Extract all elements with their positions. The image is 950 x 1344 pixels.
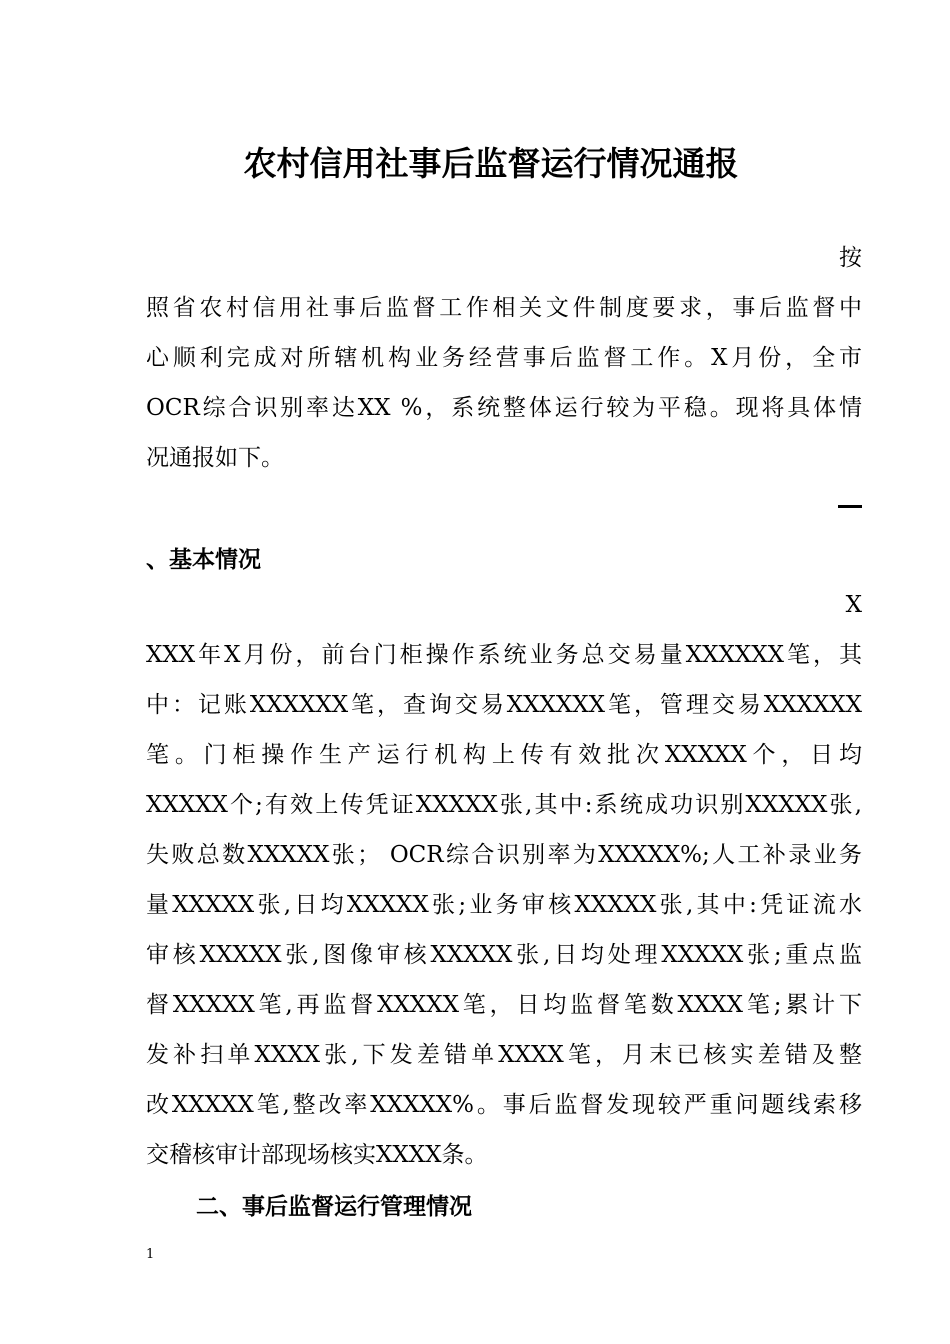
section1-line: XXXXX个;有效上传凭证XXXXX张,其中:系统成功识别XXXXX张, <box>146 792 862 818</box>
section1-line: 审核XXXXX张,图像审核XXXXX张,日均处理XXXXX张;重点监 <box>146 942 862 968</box>
intro-line: 按 <box>839 245 862 271</box>
section1-heading: 、基本情况 <box>146 547 261 573</box>
page-number: 1 <box>146 1247 155 1262</box>
section1-line: 督XXXXX笔,再监督XXXXX笔，日均监督笔数XXXX笔;累计下 <box>146 992 862 1018</box>
intro-line: 照省农村信用社事后监督工作相关文件制度要求，事后监督中 <box>146 295 862 321</box>
section1-line: 笔。门柜操作生产运行机构上传有效批次XXXXX个，日均 <box>146 742 862 768</box>
section1-line: 失败总数XXXXX张； OCR综合识别率为XXXXX%;人工补录业务 <box>146 842 862 868</box>
section1-line: 交稽核审计部现场核实XXXX条。 <box>146 1142 488 1168</box>
section1-line: 改XXXXX笔,整改率XXXXX%。事后监督发现较严重问题线索移 <box>146 1092 862 1118</box>
document-title: 农村信用社事后监督运行情况通报 <box>243 144 739 183</box>
section1-line: 量XXXXX张,日均XXXXX张;业务审核XXXXX张,其中:凭证流水 <box>146 892 862 918</box>
intro-line: 心顺利完成对所辖机构业务经营事后监督工作。X月份，全市 <box>146 345 862 371</box>
intro-line: OCR综合识别率达XX %，系统整体运行较为平稳。现将具体情 <box>146 395 862 421</box>
section1-line: X <box>845 592 862 618</box>
intro-line: 况通报如下。 <box>146 445 284 471</box>
section1-line: 中：记账XXXXXX笔，查询交易XXXXXX笔，管理交易XXXXXX <box>146 692 862 718</box>
section1-line: XXX年X月份，前台门柜操作系统业务总交易量XXXXXX笔，其 <box>146 642 862 668</box>
intro-paragraph <box>146 233 862 483</box>
section2-heading: 二、事后监督运行管理情况 <box>196 1194 472 1220</box>
section1-heading-mark <box>838 505 862 508</box>
section1-line: 发补扫单XXXX张,下发差错单XXXX笔，月末已核实差错及整 <box>146 1042 862 1068</box>
section1-paragraph <box>146 580 862 1180</box>
